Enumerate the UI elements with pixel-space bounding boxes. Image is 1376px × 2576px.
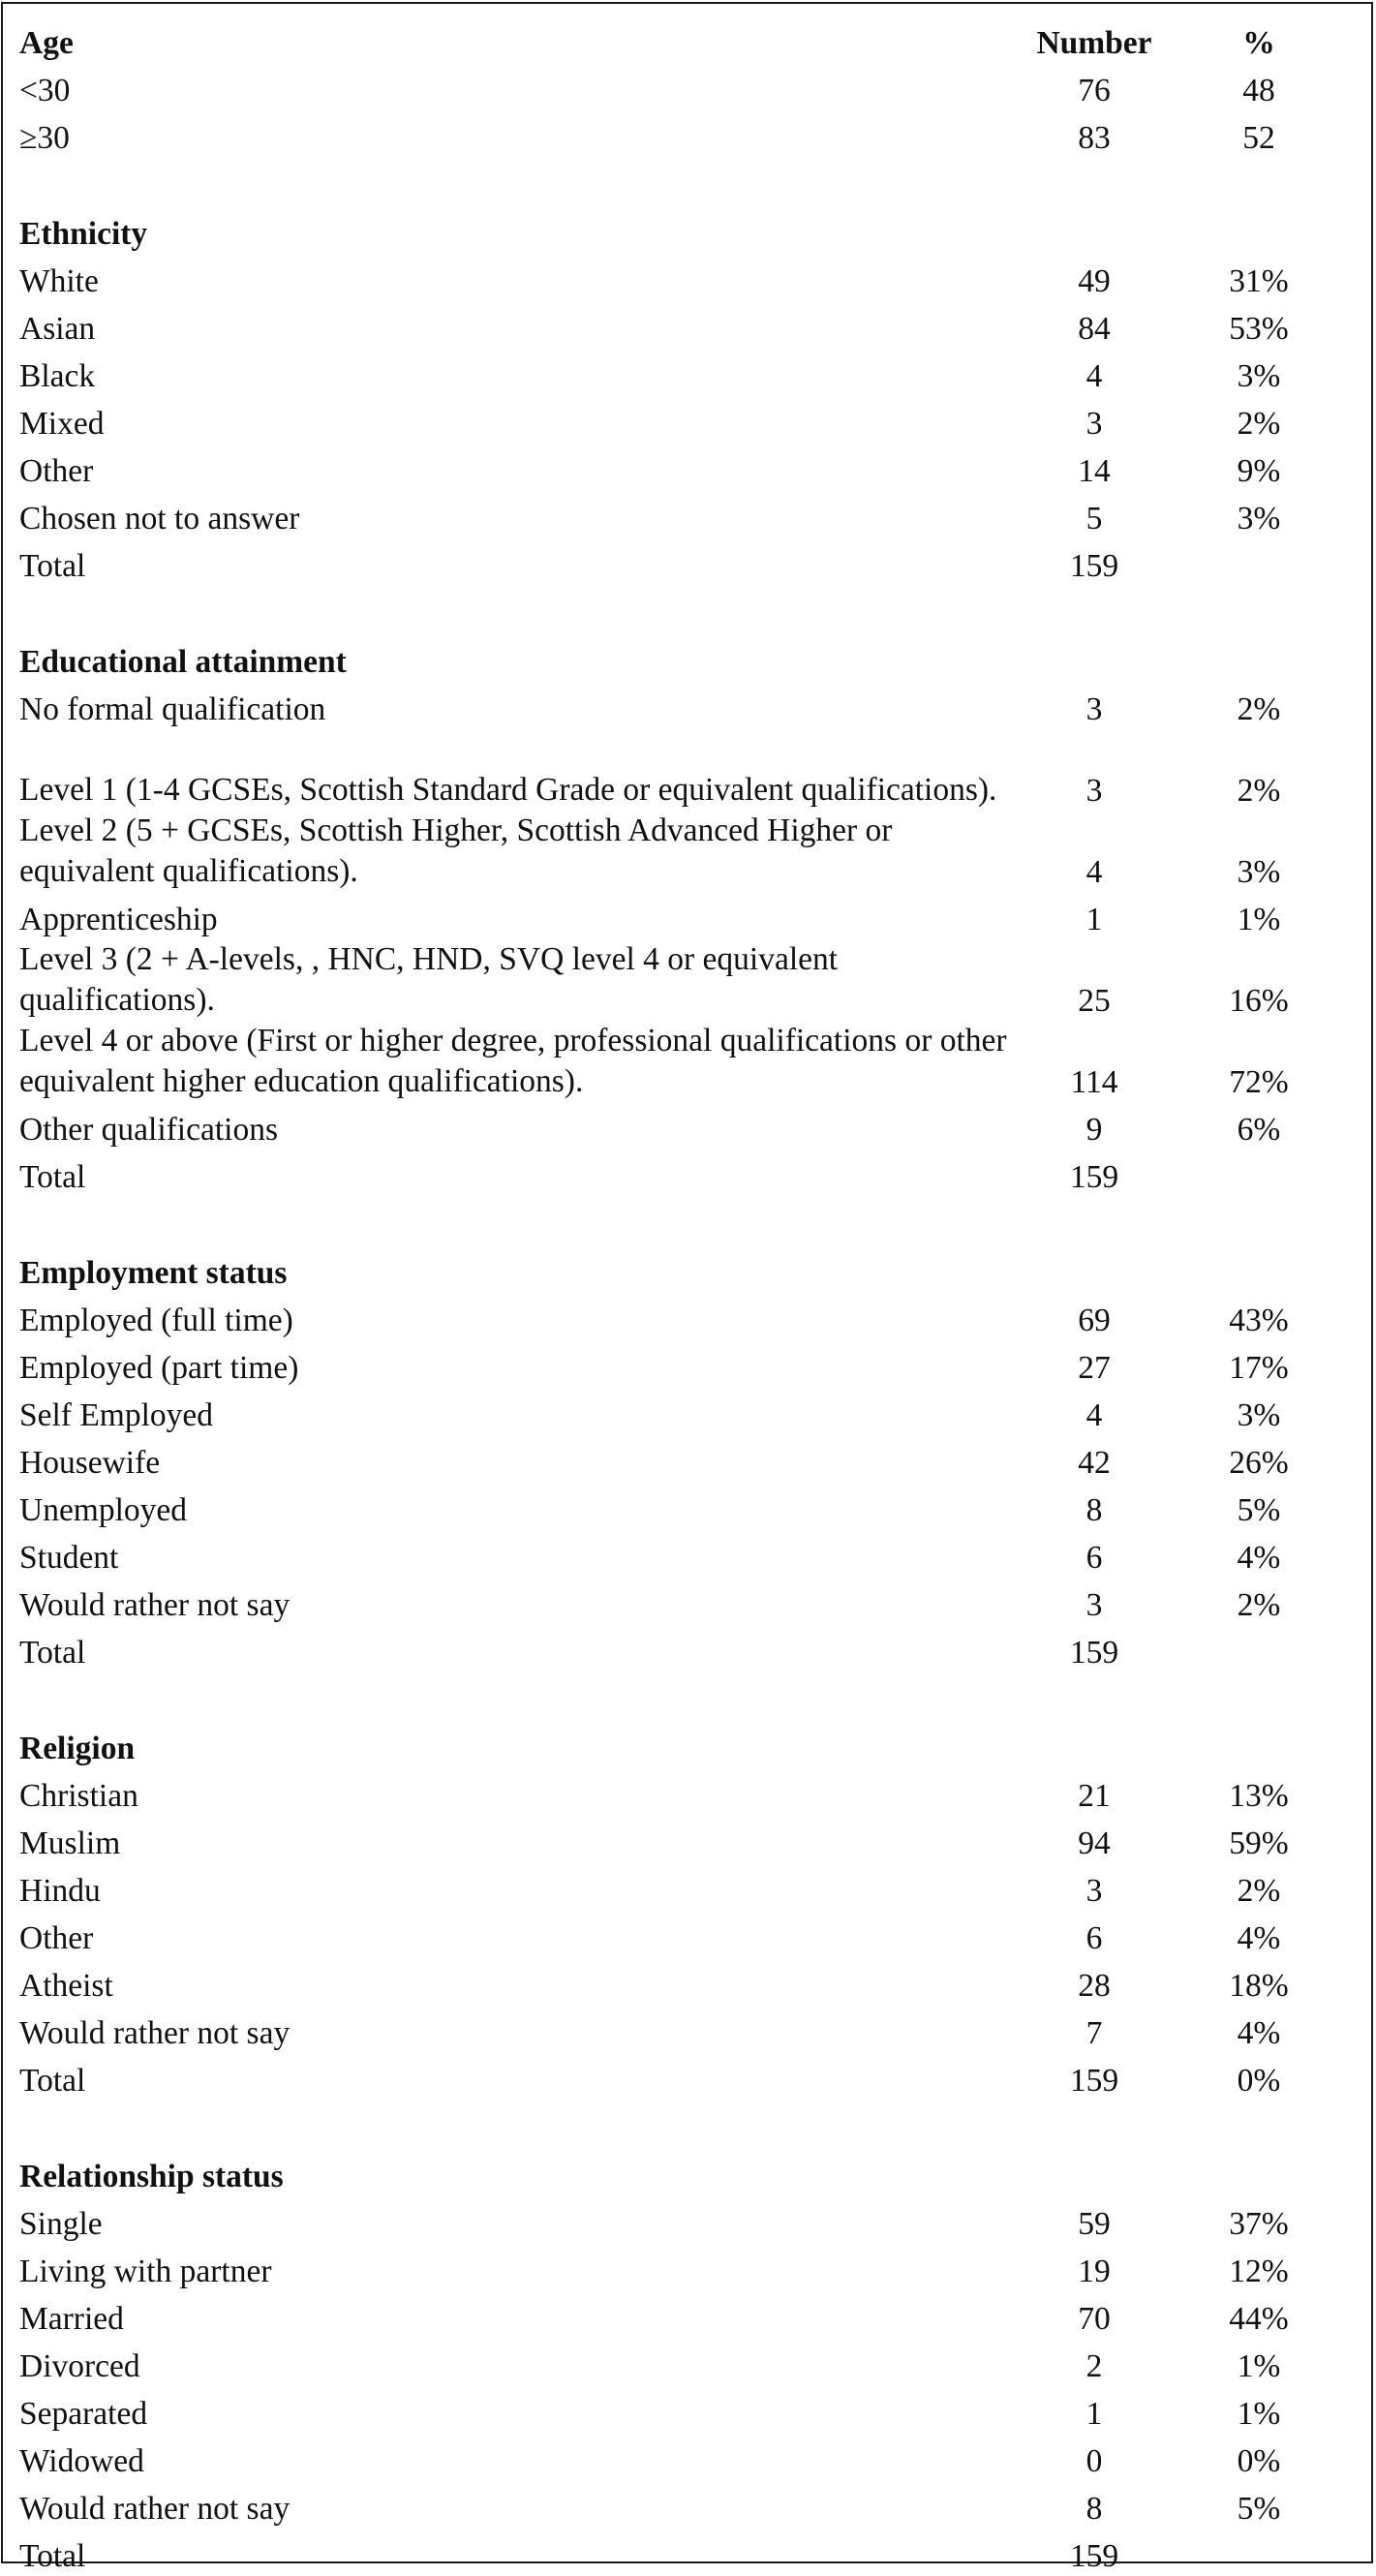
row-label: Employed (full time) <box>19 1303 293 1338</box>
row-number: 3 <box>1086 691 1103 727</box>
row-percent: 5% <box>1237 2491 1281 2527</box>
row-percent: 31% <box>1229 263 1289 299</box>
row-label: Self Employed <box>19 1397 214 1433</box>
section-blank <box>1172 634 1346 682</box>
table-row <box>19 892 1346 939</box>
row-label: Separated <box>19 2396 148 2432</box>
row-percent: 3% <box>1237 358 1281 394</box>
row-label: Muslim <box>19 1825 121 1861</box>
table-row <box>19 444 1346 491</box>
section-header-row <box>19 206 1346 254</box>
row-number: 159 <box>1069 2538 1119 2574</box>
row-label: Asian <box>19 311 96 347</box>
row-label <box>19 939 1017 1021</box>
table-frame <box>1 2 1373 2574</box>
row-label: Other <box>19 453 94 489</box>
table-row <box>19 1768 1346 1816</box>
row-percent: 18% <box>1229 1968 1289 2004</box>
row-label: Other qualifications <box>19 1112 278 1148</box>
row-number: 27 <box>1078 1350 1111 1386</box>
row-label: Widowed <box>19 2443 144 2479</box>
table-row <box>19 1958 1346 2006</box>
table-row <box>19 2291 1346 2339</box>
row-number: 14 <box>1078 453 1111 489</box>
header-age: Age <box>19 25 74 61</box>
row-label: Would rather not say <box>19 1587 290 1623</box>
row-label: Mixed <box>19 406 105 442</box>
row-number: 4 <box>1086 1397 1103 1433</box>
table-row <box>19 1911 1346 1958</box>
section-blank <box>1017 1245 1172 1293</box>
row-number: 159 <box>1069 1159 1119 1195</box>
row-percent: 26% <box>1229 1445 1289 1481</box>
table-row <box>19 1021 1346 1102</box>
row-label: Hindu <box>19 1873 101 1909</box>
row-number: 21 <box>1078 1778 1111 1814</box>
table-row <box>19 811 1346 892</box>
table-row <box>19 301 1346 349</box>
row-number: 159 <box>1069 548 1119 584</box>
row-label: <30 <box>19 73 71 108</box>
section-spacer <box>19 158 1346 206</box>
row-number: 59 <box>1078 2206 1111 2242</box>
total-row <box>19 538 1346 586</box>
row-label: Christian <box>19 1778 138 1814</box>
table-row <box>19 491 1346 538</box>
row-number: 42 <box>1078 1445 1111 1481</box>
row-number: 28 <box>1078 1968 1111 2004</box>
row-percent: 2% <box>1237 1873 1281 1909</box>
table-row <box>19 1530 1346 1578</box>
row-percent: 4% <box>1237 1920 1281 1956</box>
row-percent: 3% <box>1237 501 1281 537</box>
row-label: Unemployed <box>19 1492 188 1528</box>
section-spacer <box>19 1672 1346 1721</box>
table-row <box>19 396 1346 444</box>
row-percent: 0% <box>1237 2443 1281 2479</box>
row-percent: 1% <box>1237 2348 1281 2384</box>
row-label: Married <box>19 2301 124 2337</box>
section-blank <box>1017 206 1172 254</box>
row-label <box>19 811 1017 892</box>
row-percent: 37% <box>1229 2206 1289 2242</box>
row-number: 4 <box>1086 358 1103 394</box>
row-percent: 2% <box>1237 691 1281 727</box>
row-label: Employed (part time) <box>19 1350 299 1386</box>
row-number: 3 <box>1086 773 1103 809</box>
section-spacer <box>19 2101 1346 2149</box>
table-row <box>19 2386 1346 2434</box>
row-number: 3 <box>1086 406 1103 442</box>
row-number: 1 <box>1086 902 1103 937</box>
table-row <box>19 349 1346 396</box>
row-label: Housewife <box>19 1445 161 1481</box>
section-blank <box>1172 1245 1346 1293</box>
row-number: 8 <box>1086 1492 1103 1528</box>
row-percent <box>1172 1150 1346 1197</box>
row-percent: 52 <box>1242 120 1275 156</box>
row-number: 76 <box>1078 73 1111 108</box>
row-number: 3 <box>1086 1587 1103 1623</box>
row-percent <box>1172 2529 1346 2576</box>
row-number: 9 <box>1086 1112 1103 1148</box>
row-percent <box>1172 1625 1346 1672</box>
table-row <box>19 1340 1346 1388</box>
section-spacer <box>19 586 1346 634</box>
table-row <box>19 1102 1346 1150</box>
total-row <box>19 2053 1346 2101</box>
row-number: 25 <box>1078 983 1111 1019</box>
section-title: Relationship status <box>19 2159 284 2194</box>
section-blank <box>1172 1721 1346 1768</box>
row-percent: 48 <box>1242 73 1275 108</box>
table-row <box>19 63 1346 110</box>
table-row <box>19 254 1346 301</box>
row-label: Student <box>19 1540 119 1576</box>
table-row <box>19 2196 1346 2244</box>
row-percent: 0% <box>1237 2063 1281 2099</box>
demographics-table <box>19 15 1346 2576</box>
table-row <box>19 1388 1346 1435</box>
row-number: 4 <box>1086 854 1103 890</box>
row-percent: 2% <box>1237 1587 1281 1623</box>
row-percent: 1% <box>1237 2396 1281 2432</box>
row-number: 84 <box>1078 311 1111 347</box>
row-number: 159 <box>1069 2063 1119 2099</box>
row-number: 2 <box>1086 2348 1103 2384</box>
total-row <box>19 2529 1346 2576</box>
section-blank <box>1172 2149 1346 2196</box>
row-label-text: Level 1 (1-4 GCSEs, Scottish Standard Grade or equivalent qualifications). <box>19 772 997 808</box>
table-row <box>19 1816 1346 1863</box>
section-header-row <box>19 634 1346 682</box>
section-header-row <box>19 1721 1346 1768</box>
table-row <box>19 2339 1346 2386</box>
row-percent: 17% <box>1229 1350 1289 1386</box>
section-title: Employment status <box>19 1255 288 1291</box>
section-blank <box>1017 2149 1172 2196</box>
section-spacer <box>19 1197 1346 1245</box>
row-number: 69 <box>1078 1303 1111 1338</box>
section-header-row <box>19 1245 1346 1293</box>
row-number: 1 <box>1086 2396 1103 2432</box>
table-row <box>19 110 1346 158</box>
row-label: No formal qualification <box>19 691 326 727</box>
row-number: 83 <box>1078 120 1111 156</box>
table-row <box>19 729 1346 811</box>
row-label-text: Level 2 (5 + GCSEs, Scottish Higher, Scottish Advanced Higher or equivalent qualifications). <box>19 813 893 889</box>
row-number: 6 <box>1086 1920 1103 1956</box>
row-label: Living with partner <box>19 2254 272 2289</box>
row-number: 19 <box>1078 2254 1111 2289</box>
row-label: Black <box>19 358 96 394</box>
table-row <box>19 1435 1346 1483</box>
row-label: Total <box>19 2063 86 2099</box>
row-label: Total <box>19 2538 86 2574</box>
row-percent: 6% <box>1237 1112 1281 1148</box>
row-percent: 53% <box>1229 311 1289 347</box>
row-percent: 4% <box>1237 2015 1281 2051</box>
total-row <box>19 1625 1346 1672</box>
row-label: ≥30 <box>19 120 70 156</box>
table-row <box>19 1863 1346 1911</box>
row-percent: 16% <box>1229 983 1289 1019</box>
row-percent: 3% <box>1237 1397 1281 1433</box>
table-row <box>19 1578 1346 1625</box>
row-percent: 2% <box>1237 406 1281 442</box>
row-label: White <box>19 263 99 299</box>
section-title: Educational attainment <box>19 644 347 680</box>
row-percent: 4% <box>1237 1540 1281 1576</box>
row-percent: 44% <box>1229 2301 1289 2337</box>
header-row <box>19 15 1346 63</box>
row-label: Would rather not say <box>19 2491 290 2527</box>
row-percent: 9% <box>1237 453 1281 489</box>
table-row <box>19 1293 1346 1340</box>
row-label <box>19 729 1017 811</box>
section-blank <box>1172 206 1346 254</box>
table-row <box>19 2006 1346 2053</box>
table-row <box>19 939 1346 1021</box>
row-label: Divorced <box>19 2348 140 2384</box>
row-number: 3 <box>1086 1873 1103 1909</box>
header-percent: % <box>1242 25 1275 61</box>
row-number: 114 <box>1070 1064 1118 1100</box>
row-percent: 59% <box>1229 1825 1289 1861</box>
table-row <box>19 2434 1346 2481</box>
row-percent: 12% <box>1229 2254 1289 2289</box>
row-percent: 3% <box>1237 854 1281 890</box>
section-header-row <box>19 2149 1346 2196</box>
row-label: Total <box>19 1635 86 1671</box>
row-label: Would rather not say <box>19 2015 290 2051</box>
row-number: 49 <box>1078 263 1111 299</box>
total-row <box>19 1150 1346 1197</box>
section-blank <box>1017 1721 1172 1768</box>
table-row <box>19 2244 1346 2291</box>
row-label-text: Level 3 (2 + A-levels, , HNC, HND, SVQ level 4 or equivalent qualifications). <box>19 941 839 1018</box>
row-label: Chosen not to answer <box>19 501 300 537</box>
row-percent: 5% <box>1237 1492 1281 1528</box>
section-title: Ethnicity <box>19 216 148 252</box>
row-label: Apprenticeship <box>19 902 218 937</box>
row-label: Atheist <box>19 1968 113 2004</box>
row-number: 0 <box>1086 2443 1103 2479</box>
row-percent: 1% <box>1237 902 1281 937</box>
section-title: Religion <box>19 1731 136 1766</box>
row-number: 8 <box>1086 2491 1103 2527</box>
row-number: 70 <box>1078 2301 1111 2337</box>
row-label: Total <box>19 1159 86 1195</box>
table-row <box>19 682 1346 729</box>
section-blank <box>1017 634 1172 682</box>
row-label: Single <box>19 2206 103 2242</box>
row-label: Other <box>19 1920 94 1956</box>
header-number: Number <box>1036 25 1152 61</box>
row-percent: 43% <box>1229 1303 1289 1338</box>
row-percent <box>1172 538 1346 586</box>
row-label-text: Level 4 or above (First or higher degree, professional qualifications or other equivalent higher education qualifications). <box>19 1023 1007 1099</box>
row-number: 7 <box>1086 2015 1103 2051</box>
row-percent: 13% <box>1229 1778 1289 1814</box>
row-percent: 72% <box>1229 1064 1289 1100</box>
row-percent: 2% <box>1237 773 1281 809</box>
row-label <box>19 1021 1017 1102</box>
row-number: 5 <box>1086 501 1103 537</box>
row-number: 159 <box>1069 1635 1119 1671</box>
row-number: 6 <box>1086 1540 1103 1576</box>
row-label: Total <box>19 548 86 584</box>
table-row <box>19 2481 1346 2529</box>
row-number: 94 <box>1078 1825 1111 1861</box>
table-row <box>19 1483 1346 1530</box>
